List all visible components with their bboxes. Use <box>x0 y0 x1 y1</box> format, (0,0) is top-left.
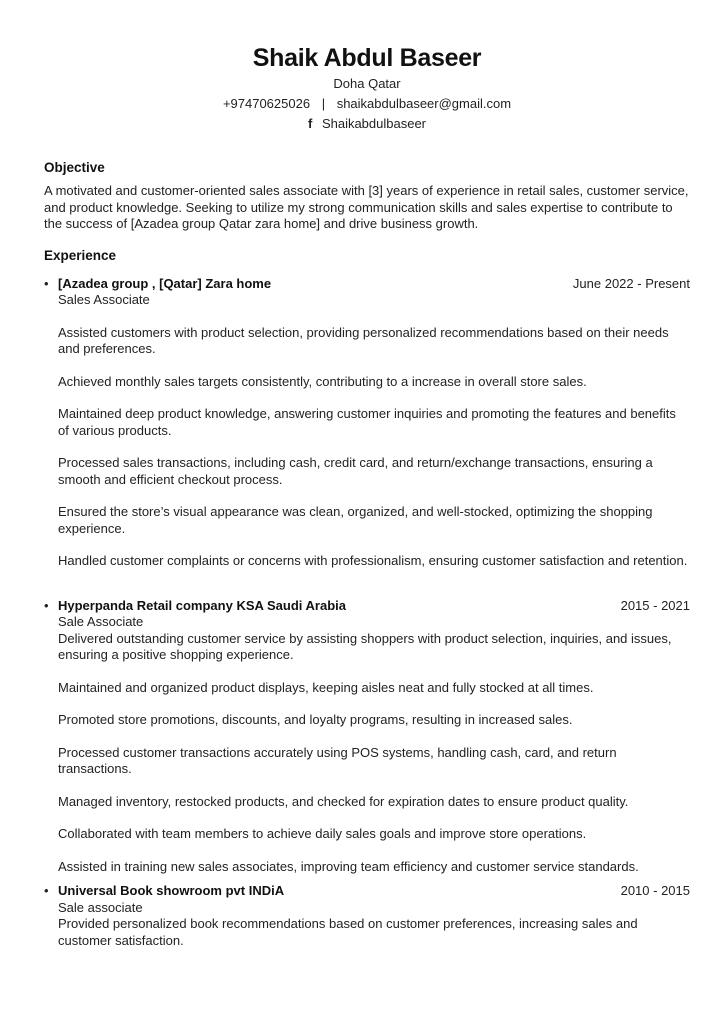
location: Doha Qatar <box>333 76 401 91</box>
bullet-icon: • <box>44 883 49 898</box>
job-duty: Managed inventory, restocked products, and checked for expiration dates to ensure product quality. <box>58 793 629 809</box>
job-duty: Handled customer complaints or concerns with professionalism, ensuring customer satisfaction and retention. <box>58 553 688 568</box>
company-name: Hyperpanda Retail company KSA Saudi Arabia <box>58 597 346 613</box>
job-role: Sales Associate <box>58 292 150 307</box>
objective-heading: Objective <box>44 160 105 175</box>
job-duty: Processed customer transactions accurately using POS systems, handling cash, card, and return transactions. <box>58 744 617 776</box>
job-duty: Promoted store promotions, discounts, and loyalty programs, resulting in increased sales. <box>58 712 573 727</box>
candidate-name: Shaik Abdul Baseer <box>252 44 482 72</box>
job-duty: Maintained and organized product displays, keeping aisles neat and fully stocked at all times. <box>58 679 594 695</box>
job-duty: Provided personalized book recommendations based on customer preferences, increasing sales and customer satisfaction. <box>58 916 638 948</box>
job-entry <box>44 598 690 876</box>
job-entry <box>44 883 690 949</box>
bullet-icon: • <box>44 597 49 613</box>
job-header <box>58 598 690 615</box>
company-name: [Azadea group , [Qatar] Zara home <box>58 275 272 291</box>
job-dates: 2015 - 2021 <box>620 597 690 613</box>
facebook-handle: Shaikabdulbaseer <box>321 116 427 131</box>
job-role: Sale Associate <box>58 614 144 629</box>
experience-heading: Experience <box>44 247 117 263</box>
job-header <box>58 883 690 900</box>
job-header <box>58 276 690 293</box>
job-duty: Delivered outstanding customer service by assisting shoppers with product selection, inquiries, and issues, ensuring a positive shopping experience. <box>58 630 672 662</box>
job-duty: Maintained deep product knowledge, answering customer inquiries and promoting the features and benefits of various products. <box>58 406 676 438</box>
job-duty: Processed sales transactions, including cash, credit card, and return/exchange transactions, ensuring a smooth and efficient checkout process. <box>58 455 653 487</box>
bullet-icon: • <box>44 275 49 291</box>
phone-number: +97470625026 <box>222 96 311 111</box>
job-duty: Collaborated with team members to achieve daily sales goals and improve store operations. <box>58 826 587 841</box>
email-address: shaikabdulbaseer@gmail.com <box>336 96 512 111</box>
job-duty: Achieved monthly sales targets consistently, contributing to a increase in overall store sales. <box>58 373 587 389</box>
job-duty: Assisted customers with product selection, providing personalized recommendations based on their needs and preferences. <box>58 324 669 356</box>
job-dates: 2010 - 2015 <box>620 883 690 898</box>
job-role: Sale associate <box>58 899 143 915</box>
job-dates: June 2022 - Present <box>572 275 690 291</box>
facebook-icon: f <box>307 116 313 131</box>
job-entry <box>44 276 690 570</box>
job-duty: Assisted in training new sales associates, improving team efficiency and customer service standards. <box>58 858 639 874</box>
job-duty: Ensured the store’s visual appearance was clean, organized, and well-stocked, optimizing the shopping experience. <box>58 504 653 536</box>
contact-line <box>44 94 690 114</box>
objective-text: A motivated and customer-oriented sales associate with [3] years of experience in retail sales, customer service, and product knowledge. Seeking to utilize my strong communication skills and sales expertise to contribute to the success of [Azadea group Qatar zara home] and drive business growth. <box>44 183 689 231</box>
company-name: Universal Book showroom pvt INDiA <box>58 883 285 898</box>
resume-header <box>44 0 690 134</box>
contact-separator: | <box>321 96 326 111</box>
social-line <box>44 114 690 134</box>
